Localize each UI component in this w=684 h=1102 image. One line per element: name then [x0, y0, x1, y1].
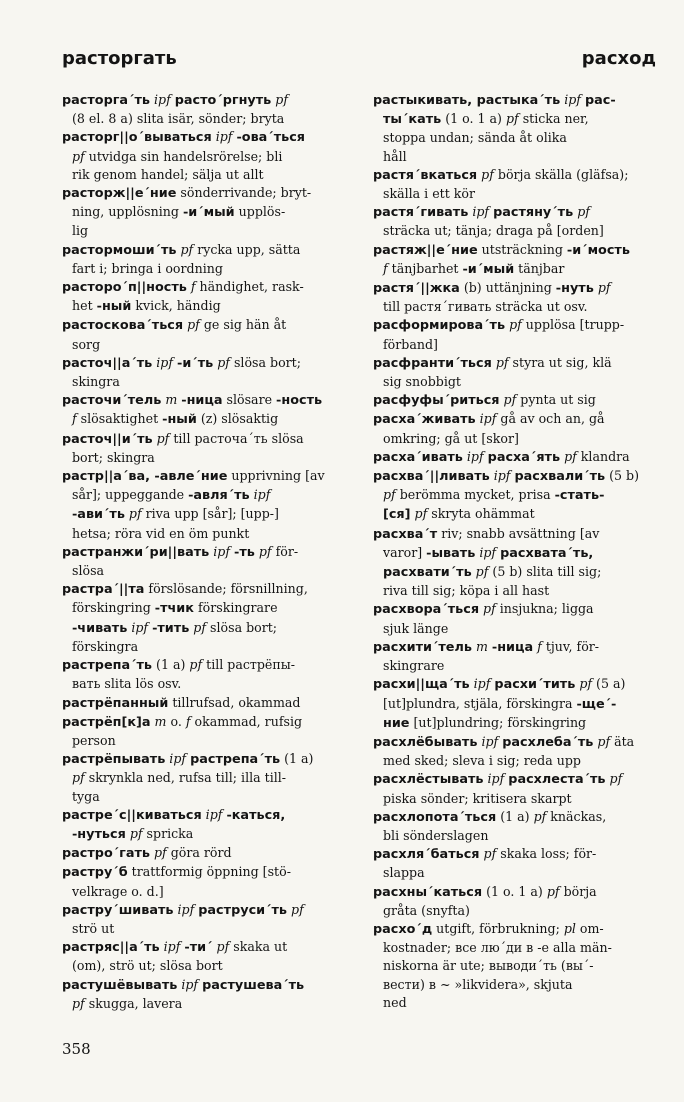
grammar-label: pf [152, 430, 170, 446]
dictionary-entry [62, 863, 348, 900]
grammar-label: ipf [127, 619, 153, 635]
headword: расторга´ть [62, 93, 150, 108]
definition-text: skugga, lavera [84, 995, 183, 1011]
headword: расха´живать [373, 412, 476, 428]
definition-text: utvidga sin handelsrörelse; bli rik genom handel; sälja ut allt [72, 148, 283, 182]
grammar-label: ipf [475, 411, 497, 427]
definition-text: (5 b) [605, 468, 640, 484]
dictionary-entry [373, 279, 662, 316]
dictionary-entry [62, 354, 348, 391]
grammar-label: pf [471, 564, 489, 580]
dictionary-entry [62, 391, 348, 429]
definition-text: okammad, rufsig person [72, 713, 303, 748]
definition-text: förskingrare [193, 600, 278, 616]
definition-text: (1 a) [280, 751, 314, 767]
dictionary-entry [62, 580, 348, 656]
grammar-label: ipf [209, 543, 235, 559]
grammar-label: pf [287, 901, 304, 917]
headword: растру´б [62, 865, 128, 881]
headword: растрёп[к]а [62, 714, 151, 730]
headword: расхи||ща´ть [373, 677, 470, 693]
grammar-label: ipf [165, 751, 191, 767]
definition-text: riv; snabb avsättning [av varor] [383, 525, 600, 560]
grammar-label: pf [176, 241, 194, 257]
dictionary-entry [373, 525, 662, 601]
headword: -и´мый [182, 205, 235, 221]
headword: расхи´тить [494, 677, 576, 693]
headword: -чивать [72, 620, 128, 636]
headword: расхити´тель [373, 639, 472, 655]
definition-text: upplösa [trupp- förband] [383, 317, 625, 352]
headword: растыкивать, растыка´ть [373, 93, 561, 108]
dictionary-entry [62, 713, 348, 750]
definition-text: skryta ohämmat [427, 506, 535, 522]
headword: расхва´||ливать [373, 469, 490, 485]
grammar-label: pf [593, 280, 611, 296]
headword: расформирова´ть [373, 318, 506, 334]
grammar-label: ipf [149, 92, 175, 107]
headword: -стать- [ся] [383, 488, 605, 523]
dictionary-entry [62, 184, 348, 241]
headword: -ность [276, 393, 323, 409]
right-column [373, 91, 662, 1012]
headword: растро´гать [62, 846, 150, 862]
headword: растрепа´ть [190, 752, 281, 768]
definition-text: börja skälla (gläfsa); skälla i ett kör [383, 166, 629, 202]
dictionary-entry [62, 316, 348, 353]
definition-text: (5 a) [ut]plundra, stjäla, förskingra [383, 676, 626, 711]
page-number: 358 [62, 1040, 91, 1058]
definition-text: ge sig hän åt sorg [72, 317, 287, 352]
definition-text: trattformig öppning [stö- velkrage o. d.] [72, 864, 291, 899]
grammar-label: ipf [152, 354, 178, 370]
headword: растяну´ть [493, 205, 574, 221]
definition-text: till растя´гивать sträcka ut osv. [383, 299, 588, 315]
definition-text: göra rörd [166, 845, 232, 861]
definition-text: sönderrivande; bryt- ning, upplösning [72, 185, 312, 220]
dictionary-entry [62, 901, 348, 938]
headword: растрепа´ть [62, 658, 153, 674]
grammar-label: f [383, 260, 388, 276]
headword: растя´||жка [373, 281, 460, 297]
definition-text: strö ut [72, 920, 115, 936]
grammar-label: pf [271, 92, 289, 107]
definition-text: spricka [142, 825, 194, 841]
headword: расфранти´ться [373, 355, 492, 371]
dictionary-entry [62, 467, 348, 543]
grammar-label: pf [499, 392, 517, 408]
headword: -ница [181, 393, 223, 409]
grammar-label: pf [479, 846, 497, 862]
grammar-label: pf [189, 619, 207, 635]
grammar-label: pf [573, 204, 590, 220]
grammar-label: pf [410, 506, 428, 522]
grammar-label: ipf [475, 544, 501, 560]
dictionary-entry [373, 91, 662, 166]
headword: -каться, -нуться [72, 807, 286, 842]
headword: растряс||а´ть [62, 940, 160, 956]
headword: расхва´т [373, 526, 438, 542]
definition-text: (1 a) [496, 808, 534, 824]
grammar-label: f [185, 713, 191, 729]
grammar-label: f [533, 638, 542, 654]
headword: расфуфы´риться [373, 393, 500, 409]
definition-text: börja gråta (snyfta) [383, 883, 597, 918]
definition-text: (8 el. 8 a) slita isär, sönder; bryta [72, 111, 285, 127]
grammar-label: m [150, 713, 171, 729]
definition-text: om- kostnader; все лю´ди в -е alla män- niskorna är ute; выводи´ть (вы´- вести) в ~ »likvidera», skjuta ned [383, 920, 612, 1010]
headword: расхвора´ться [373, 602, 480, 618]
grammar-label: ipf [462, 448, 488, 464]
grammar-label: pl [563, 920, 576, 936]
dictionary-entry [373, 675, 662, 733]
dictionary-entry [62, 128, 348, 184]
dictionary-entry [373, 166, 662, 203]
grammar-label: pf [533, 808, 547, 824]
headword: расха´ивать [373, 449, 463, 465]
dictionary-entry [373, 448, 662, 467]
definition-text: (5 b) slita till sig; riva till sig; köpa i all hast [383, 564, 602, 599]
dictionary-entry [62, 750, 348, 806]
definition-text: skaka loss; för- slappa [383, 846, 597, 881]
headword: расха´ять [487, 449, 561, 465]
headword: растру´шивать [62, 902, 174, 918]
headword: растрёпанный [62, 695, 169, 711]
headword: -авля´ть [188, 488, 250, 504]
headword: раструси´ть [198, 902, 288, 918]
grammar-label: pf [383, 487, 396, 503]
headword: -и´мый [462, 261, 515, 277]
grammar-label: ipf [173, 901, 199, 917]
dictionary-entry [62, 278, 348, 316]
grammar-label: pf [72, 995, 85, 1011]
headword: -ница [491, 639, 534, 655]
grammar-label: pf [149, 845, 167, 861]
grammar-label: pf [560, 448, 577, 464]
definition-text: (1 o. 1 a) [482, 883, 547, 899]
dictionary-entry [62, 938, 348, 975]
headword: расхвата´ть, расхвати´ть [383, 545, 594, 581]
headword: растра´||та [62, 582, 145, 598]
grammar-label: pf [505, 111, 519, 127]
definition-text: för- slösa [72, 543, 299, 579]
definition-text: slösa bort; förskingra [72, 619, 278, 654]
dictionary-entry [373, 733, 662, 770]
definition-text: sticka ner, stoppa undan; sända åt olika håll [383, 111, 589, 164]
grammar-label: pf [183, 317, 200, 333]
grammar-label: ipf [177, 976, 203, 992]
grammar-label: ipf [159, 939, 185, 955]
definition-text: (1 a) [152, 657, 190, 673]
headword: -ще´- ние [383, 696, 617, 731]
definition-text: pynta ut sig [516, 392, 596, 408]
headword: -и´мость [566, 242, 630, 258]
headword: растормоши´ть [62, 242, 177, 258]
definition-text: upplös- lig [72, 204, 286, 239]
definition-text: berömma mycket, prisa [395, 487, 555, 503]
grammar-label: pf [546, 883, 560, 899]
headword: расточ||а´ть [62, 355, 153, 371]
dictionary-entry [62, 976, 348, 1013]
headword: растранжи´ри||вать [62, 544, 210, 560]
headword: -ывать [426, 545, 476, 561]
definition-text: utsträckning [477, 241, 567, 257]
definition-text: sträcka ut; tänja; draga på [orden] [383, 223, 604, 239]
grammar-label: f [72, 411, 77, 427]
headword: растрёпывать [62, 752, 166, 768]
definition-text: tillrufsad, okammad [168, 694, 301, 710]
grammar-label: pf [605, 771, 623, 787]
definition-text: slösaktighet [76, 411, 163, 427]
grammar-label: pf [575, 676, 593, 692]
grammar-label: ipf [560, 92, 585, 107]
grammar-label: ipf [483, 771, 509, 787]
headword: расторо´п||ность [62, 280, 187, 296]
grammar-label: pf [72, 770, 85, 786]
headword: -ти´ [184, 940, 213, 956]
dictionary-entry [373, 354, 662, 391]
definition-text: insjukna; ligga sjuk länge [383, 601, 594, 636]
definition-text: tjuv, för- skingrare [383, 638, 600, 674]
headword: -тить [152, 620, 190, 636]
definition-text: gå av och an, gå omkring; gå ut [skor] [383, 411, 605, 446]
definition-text: styra ut sig, klä sig snobbigt [383, 354, 612, 390]
dictionary-entry [373, 920, 662, 1012]
headword: рас- ты´кать [383, 93, 616, 128]
headword: расхвали´ть [514, 469, 606, 485]
grammar-label: pf [125, 825, 143, 841]
grammar-label: ipf [489, 468, 515, 484]
dictionary-entry [373, 203, 662, 240]
definition-text: tänjbar [514, 260, 565, 276]
grammar-label: m [161, 392, 182, 408]
definition-text: kvick, händig [131, 298, 221, 314]
grammar-label: ipf [201, 806, 227, 822]
headword: растоскова´ться [62, 318, 184, 334]
headword: растре´с||киваться [62, 807, 202, 823]
headword: расхлёстывать [373, 772, 484, 788]
grammar-label: m [471, 638, 492, 654]
headword: расто´ргнуть [174, 93, 272, 108]
dictionary-entry [373, 410, 662, 447]
headword: растя´вкаться [373, 167, 478, 183]
grammar-label: pf [124, 506, 142, 522]
dictionary-entry [373, 770, 662, 807]
definition-text: riva upp [sår]; [upp-] hetsa; röra vid en öm punkt [72, 506, 279, 541]
headword: -тчик [154, 601, 194, 617]
header-last-word: расход [581, 48, 656, 69]
headword: растр||а´ва, -авле´ние [62, 469, 228, 485]
dictionary-entry [373, 391, 662, 410]
grammar-label: f [186, 279, 196, 295]
headword: растяж||е´ние [373, 242, 478, 258]
definition-text: o. [170, 713, 186, 729]
dictionary-entry [373, 316, 662, 353]
headword: -ова´ться [236, 130, 306, 146]
definition-text: slösa bort; skingra [72, 354, 301, 390]
definition-text: (z) slösaktig [196, 411, 279, 427]
definition-text: till расточа´ть slösa bort; skingra [72, 430, 304, 465]
dictionary-entry [373, 845, 662, 882]
grammar-label: pf [477, 166, 494, 182]
headword: растушева´ть [202, 977, 305, 993]
dictionary-entry [62, 543, 348, 580]
grammar-label: pf [479, 601, 496, 617]
definition-text: piska sönder; kritisera skarpt [383, 790, 572, 806]
headword: растя´гивать [373, 205, 469, 221]
grammar-label: pf [505, 317, 522, 333]
headword: расхны´каться [373, 884, 483, 900]
dictionary-entry [373, 241, 662, 279]
definition-text: förslösande; försnillning, förskingring [72, 581, 308, 616]
dictionary-entry [62, 430, 348, 467]
page-header [62, 48, 656, 74]
definition-text: tänjbarhet [387, 260, 463, 276]
headword: расхлеба´ть [502, 734, 594, 750]
definition-text: rycka upp, sätta fart i; bringa i oordning [72, 241, 301, 276]
dictionary-entry [62, 91, 348, 128]
definition-text: till растрёпы- вать slita lös osv. [72, 657, 296, 692]
definition-text: klandra [576, 448, 630, 464]
grammar-label: pf [189, 657, 203, 673]
grammar-label: ipf [469, 676, 495, 692]
dictionary-entry [373, 638, 662, 675]
headword: расхлопота´ться [373, 809, 497, 825]
grammar-label: pf [72, 148, 85, 164]
headword: растушёвывать [62, 977, 178, 993]
definition-text: (1 o. 1 a) [441, 111, 506, 127]
dictionary-entry [373, 467, 662, 525]
definition-text: upprivning [av sår]; uppeggande [72, 468, 325, 503]
headword: -и´ть [177, 355, 214, 371]
definition-text: slösare [222, 392, 277, 408]
grammar-label: pf [212, 939, 230, 955]
left-column [62, 91, 348, 1013]
definition-text: (b) uttänjning [459, 280, 556, 296]
definition-text: skaka ut (om), strö ut; slösa bort [72, 939, 288, 974]
grammar-label: ipf [477, 733, 503, 749]
grammar-label: ipf [249, 487, 271, 503]
headword: -ави´ть [72, 507, 125, 523]
dictionary-entry [62, 656, 348, 693]
headword: -ный [162, 412, 197, 428]
definition-text: äta med sked; sleva i sig; reda upp [383, 733, 635, 769]
grammar-label: pf [593, 733, 611, 749]
dictionary-entry [373, 808, 662, 845]
headword: -ть [234, 544, 255, 560]
headword: расхо´д [373, 921, 433, 937]
dictionary-entry [373, 600, 662, 637]
grammar-label: ipf [468, 204, 494, 220]
headword: расхлёбывать [373, 734, 478, 750]
dictionary-entry [62, 241, 348, 278]
definition-text: skrynkla ned, rufsa till; illa till- tyga [72, 770, 287, 804]
dictionary-entry [62, 844, 348, 863]
definition-text: utgift, förbrukning; [432, 920, 564, 936]
dictionary-entry [62, 806, 348, 844]
headword: расхля´баться [373, 847, 480, 863]
headword: расточ||и´ть [62, 431, 153, 447]
header-first-word: расторгать [62, 48, 177, 69]
dictionary-entry [62, 694, 348, 713]
dictionary-entry [373, 883, 662, 920]
grammar-label: pf [491, 354, 509, 370]
headword: расторж||е´ние [62, 186, 177, 202]
grammar-label: pf [254, 543, 272, 559]
headword: расточи´тель [62, 393, 162, 409]
headword: расторг||о´вываться [62, 130, 212, 146]
definition-text: [ut]plundring; förskingring [409, 714, 587, 730]
headword: -нуть [555, 281, 594, 297]
grammar-label: pf [213, 354, 230, 370]
definition-text: knäckas, bli sönderslagen [383, 808, 607, 843]
headword: расхлеста´ть [508, 772, 606, 788]
grammar-label: ipf [211, 129, 237, 145]
definition-text: händighet, rask- het [72, 279, 304, 314]
headword: -ный [96, 299, 132, 315]
